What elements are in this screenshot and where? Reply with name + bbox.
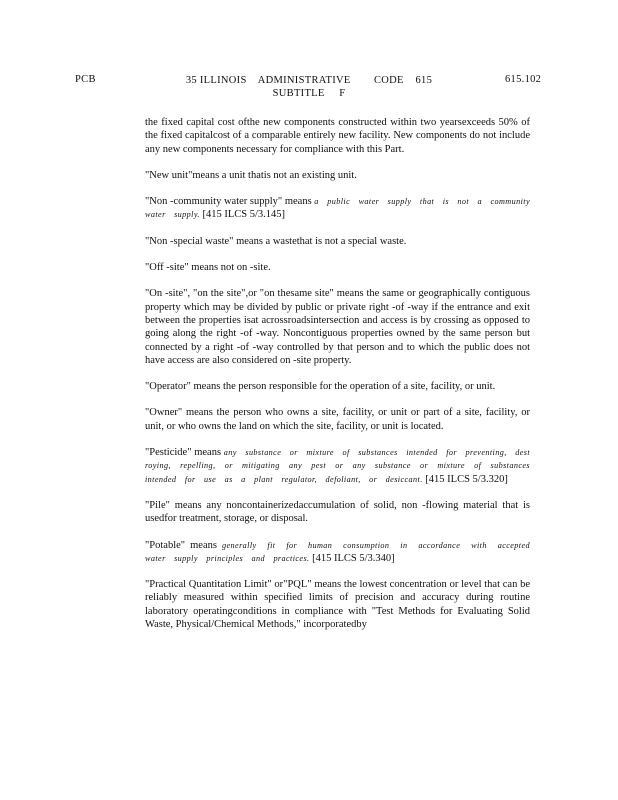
definition-paragraph-p8 xyxy=(145,406,530,433)
definition-paragraph-p11 xyxy=(145,539,530,566)
paragraph-text: the fixed capital cost ofthe new components constructed within two yearsexceeds 50% of the fixed capitalcost of a comparable entirely new facility. New components do not include any new components necessary for compliance with this Part. xyxy=(145,117,530,155)
paragraph-text: "On -site", "on the site",or "on thesame site" means the same or geographically contiguous property which may be divided by public or private right -of -way if the entrance and exit between the properties isat acrossroadsintersection and access is by crossing as opposed to going along the right -of -way. Noncontiguous properties owned by the same person but connected by a right -of -way controlled by that person and to which the public does not have access are also considered on -site property. xyxy=(145,288,530,366)
definition-paragraph-p2 xyxy=(145,169,530,182)
definition-paragraph-p9 xyxy=(145,446,530,486)
definition-paragraph-p7 xyxy=(145,380,530,393)
paragraph-text: [415 ILCS 5/3.320] xyxy=(422,473,508,485)
paragraph-text: "Potable" means xyxy=(145,539,223,551)
definition-paragraph-p3 xyxy=(145,195,530,222)
paragraph-text: [415 ILCS 5/3.145] xyxy=(199,209,286,221)
paragraph-text: "Operator" means the person responsible for the operation of a site, facility, or unit. xyxy=(145,381,496,393)
header-left-label: PCB xyxy=(75,74,96,85)
header-title-line-1: 35 ILLINOIS ADMINISTRATIVE CODE 615 xyxy=(185,75,433,86)
paragraph-text: "Owner" means the person who owns a site, facility, or unit or part of a site, facility, or unit, or who owns the land on which the site, facility, or unit is located. xyxy=(145,407,530,432)
paragraph-text: "Pile" means any noncontainerizedaccumulation of solid, non -flowing material that is usedfor treatment, storage, or disposal. xyxy=(145,499,530,525)
paragraph-text: "Pesticide" means xyxy=(145,447,224,459)
statutory-quote-text: generally fit for human consumption in accordance with accepted water supply principles and practices. xyxy=(145,540,530,563)
definition-paragraph-p1 xyxy=(145,116,530,156)
paragraph-text: "Off -site" means not on -site. xyxy=(145,262,271,274)
paragraph-text: [415 ILCS 5/3.340] xyxy=(309,552,395,564)
header-section-number: 615.102 xyxy=(505,74,542,85)
paragraph-text: "New unit"means a unit thatis not an existing unit. xyxy=(145,169,357,181)
paragraph-text: "Non -special waste" means a wastethat is not a special waste. xyxy=(145,235,407,247)
paragraph-text: "Non -community water supply" means xyxy=(145,196,315,208)
definition-paragraph-p5 xyxy=(145,261,530,274)
definition-paragraph-p12 xyxy=(145,578,530,631)
statutory-quote-text: a public water supply that is not a community water supply. xyxy=(145,197,530,220)
definition-paragraph-p10 xyxy=(145,499,530,526)
header-title-line-2: SUBTITLE F xyxy=(272,88,346,99)
statutory-quote-text: any substance or mixture of substances intended for preventing, dest roying, repelling, or mitigating any pest or any substance or mixture of substances intended for use as a plant regulator, defoliant, or desiccant. xyxy=(145,448,530,484)
definition-paragraph-p4 xyxy=(145,235,530,248)
paragraph-text: "Practical Quantitation Limit" or"PQL" means the lowest concentration or level that can be reliably measured within specified limits of precision and accuracy during routine laboratory operatingconditions in compliance with "Test Methods for Evaluating Solid Waste, Physical/Chemical Methods," incorporatedby xyxy=(145,579,530,631)
document-body xyxy=(145,116,530,644)
definition-paragraph-p6 xyxy=(145,287,530,367)
